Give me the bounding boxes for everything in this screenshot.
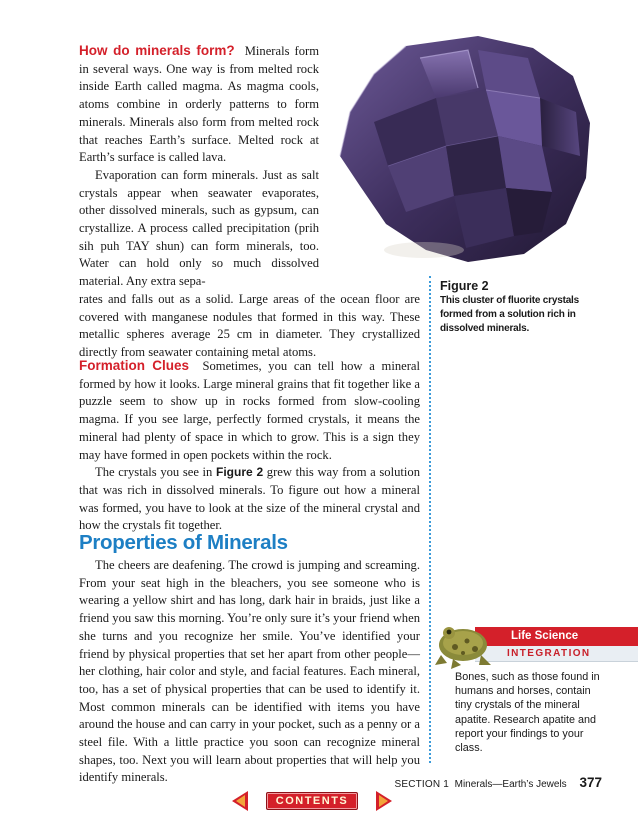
previous-page-arrow-icon[interactable]	[232, 791, 248, 811]
footer-chapter-title: Minerals—Earth’s Jewels	[454, 779, 567, 790]
evaporation-paragraph: Evaporation can form minerals. Just as salt crystals appear when seawater evaporates, other dissolved minerals, such as gypsum, can crystallize. A process called precipitation (prih sih puh TAY shun) can form minerals, too. Water can hold only so much dissolved material. Any extra sepa-	[79, 167, 319, 289]
figure-2-reference: Figure 2	[216, 465, 264, 480]
formation-clues-text: Sometimes, you can tell how a mineral formed by how it looks. Large mineral grains that fit together like a puzzle seem to show up in rocks formed from slow-cooling magma. If you see large, perfectly formed crystals, it means the mineral had plenty of space in which to grow. This is a sign they may have formed in open pockets within the rock.	[79, 359, 420, 462]
footer-section-label: SECTION 1	[394, 779, 450, 790]
precipitation-paragraph-continued: rates and falls out as a solid. Large areas of the ocean floor are covered with manganese nodules that formed in this way. These metallic spheres average 25 cm in diameter. They crystallized directly from seawater containing metal atoms.	[79, 291, 420, 359]
figure-caption-text: This cluster of fluorite crystals formed from a solution rich in dissolved minerals.	[440, 295, 579, 334]
formation-clues-section	[79, 357, 420, 535]
integration-label: INTEGRATION	[475, 646, 638, 662]
column-divider	[429, 276, 431, 763]
figure-title: Figure 2	[440, 279, 489, 293]
next-page-arrow-icon[interactable]	[376, 791, 392, 811]
integration-subject: Life Science	[475, 627, 638, 646]
page-number: 377	[579, 775, 602, 790]
crystals-text-after: grew this way from a solution that was rich in dissolved minerals. To figure out how a mineral was formed, you have to look at the size of the mineral crystal and how the crystals fit together.	[79, 465, 420, 533]
minerals-form-paragraph	[79, 42, 319, 167]
properties-section	[79, 557, 420, 787]
main-text-column	[79, 42, 420, 362]
crystals-text-before: The crystals you see in	[95, 465, 216, 480]
crystals-paragraph	[79, 464, 420, 535]
page-navigation	[232, 791, 392, 811]
formation-clues-paragraph	[79, 357, 420, 464]
minerals-form-text: Minerals form in several ways. One way is from melted rock inside Earth called magma. As magma cools, atoms combine in orderly patterns to form minerals. Minerals also form from melted rock that reaches Earth’s surface. Melted rock at Earth’s surface is called lava.	[79, 44, 319, 165]
figure-2-caption	[440, 278, 610, 336]
integration-banner	[475, 627, 638, 665]
properties-of-minerals-heading: Properties of Minerals	[79, 531, 288, 554]
formation-clues-heading: Formation Clues	[79, 358, 190, 373]
life-science-integration-box	[435, 615, 605, 761]
page-footer	[394, 775, 602, 790]
contents-button[interactable]: CONTENTS	[266, 792, 358, 810]
properties-paragraph: The cheers are deafening. The crowd is jumping and screaming. From your seat high in the bleachers, you see someone who is wearing a yellow shirt and has long, dark hair in braids, just like a friend you saw this morning. You’re only sure it’s your friend when she turns and you recognize her smile. You’ve identified your friend by physical properties that set her apart from other people—her clothing, hair color and style, and facial features. Each mineral, too, has a set of physical properties that can be used to identify it. Most common minerals can be identified with items you have around the house and can carry in your pocket, such as a penny or a steel file. With a little practice you soon can recognize mineral shapes, too. Next you will learn about properties that will help you identify minerals.	[79, 558, 420, 785]
integration-text: Bones, such as those found in humans and horses, contain tiny crystals of the mineral apatite. Research apatite and report your findings to your class.	[455, 671, 600, 755]
how-minerals-form-heading: How do minerals form?	[79, 43, 235, 58]
frog-icon	[433, 615, 495, 671]
